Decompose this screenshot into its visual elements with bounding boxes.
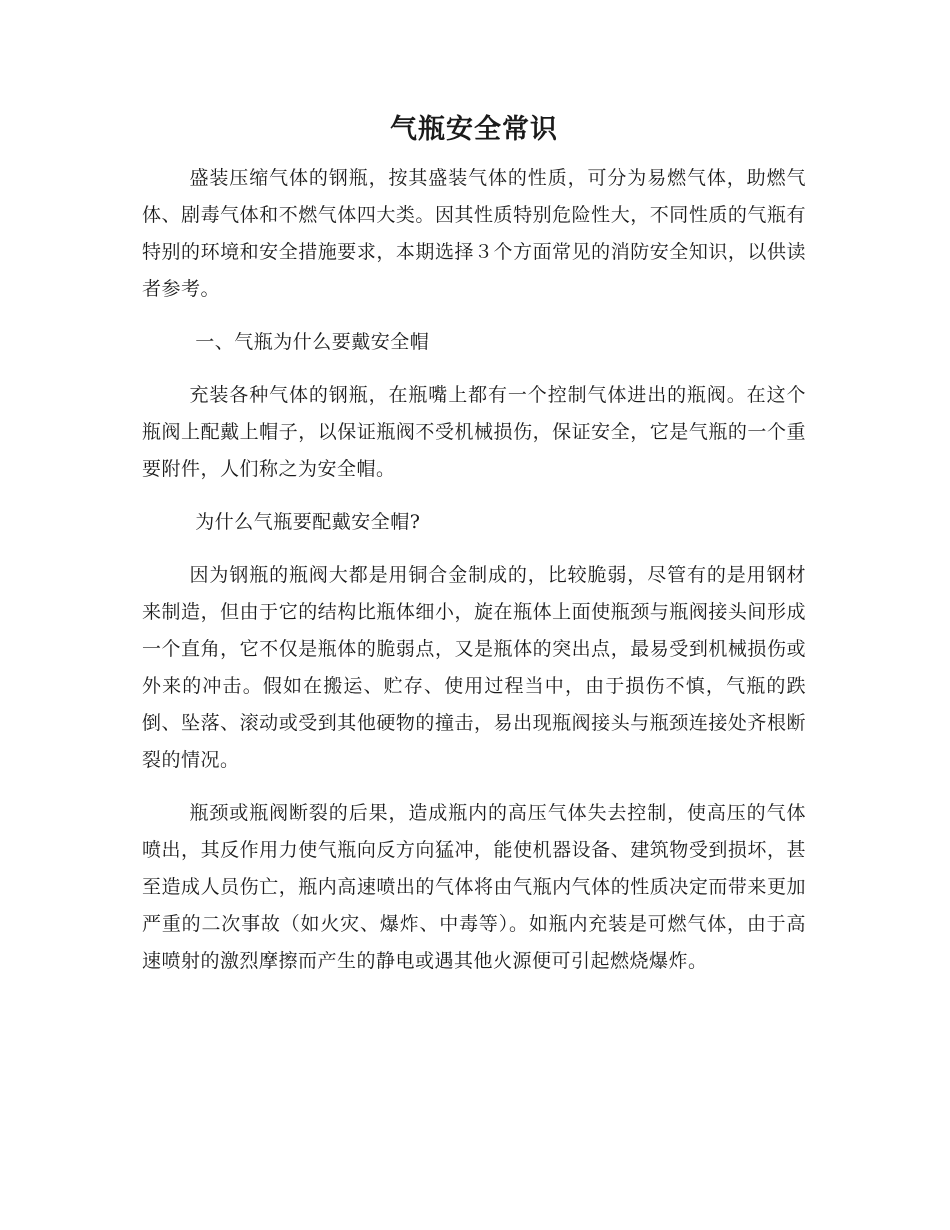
document-body [142,110,806,996]
page-title: 气瓶安全常识 [390,114,558,145]
paragraph-fracture-consequences: 瓶颈或瓶阀断裂的后果，造成瓶内的高压气体失去控制，使高压的气体喷出，其反作用力使气瓶向反方向猛冲，能使机器设备、建筑物受到损坏，甚至造成人员伤亡，瓶内高速喷出的气体将由气瓶内气体的性质决定而带来更加严重的二次事故（如火灾、爆炸、中毒等）。如瓶内充装是可燃气体，由于高速喷射的激烈摩擦而产生的静电或遇其他火源便可引起燃烧爆炸。 [142,802,806,972]
intro-paragraph: 盛装压缩气体的钢瓶，按其盛装气体的性质，可分为易燃气体，助燃气体、剧毒气体和不燃气体四大类。因其性质特别危险性大，不同性质的气瓶有特别的环境和安全措施要求，本期选择３个方面常见的消防安全知识，以供读者参考。 [142,167,806,300]
paragraph-valve-cap: 充装各种气体的钢瓶，在瓶嘴上都有一个控制气体进出的瓶阀。在这个瓶阀上配戴上帽子，以保证瓶阀不受机械损伤，保证安全，它是气瓶的一个重要附件，人们称之为安全帽。 [142,384,806,480]
section-heading-safety-cap: 一、气瓶为什么要戴安全帽 [195,331,430,353]
question-heading-why-cap: 为什么气瓶要配戴安全帽? [195,511,421,533]
paragraph-valve-fragility: 因为钢瓶的瓶阀大都是用铜合金制成的，比较脆弱，尽管有的是用钢材来制造，但由于它的结构比瓶体细小，旋在瓶体上面使瓶颈与瓶阀接头间形成一个直角，它不仅是瓶体的脆弱点，又是瓶体的突出点，最易受到机械损伤或外来的冲击。假如在搬运、贮存、使用过程当中，由于损伤不慎，气瓶的跌倒、坠落、滚动或受到其他硬物的撞击，易出现瓶阀接头与瓶颈连接处齐根断裂的情况。 [142,564,806,771]
